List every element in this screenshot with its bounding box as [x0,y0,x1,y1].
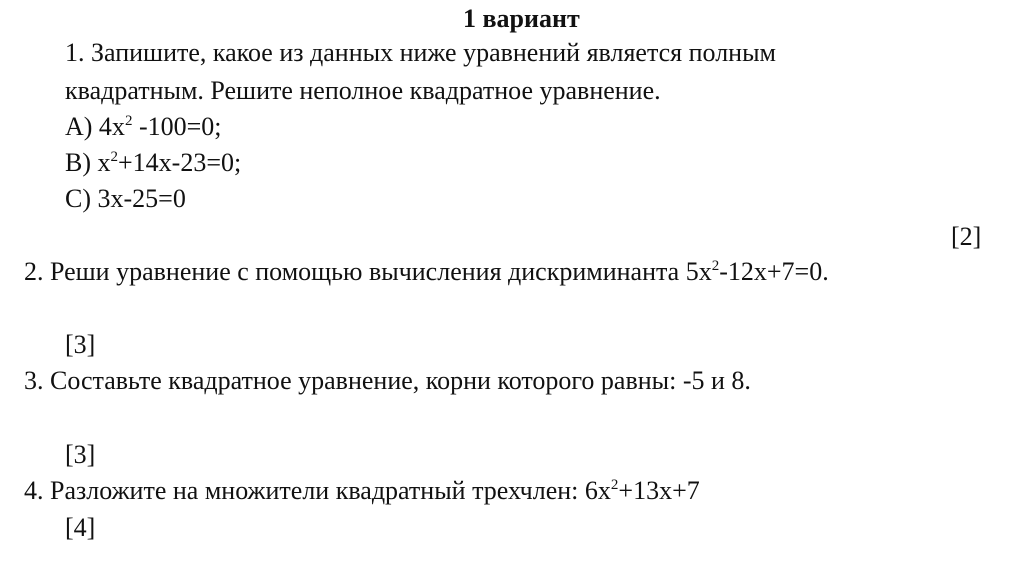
task-3-score: [3] [65,440,96,469]
task-1-option-a [65,112,221,142]
task-3-text: 3. Составьте квадратное уравнение, корни которого равны: -5 и 8. [24,366,751,395]
task-1-score: [2] [951,222,982,251]
option-b-suffix: +14x-23=0; [118,148,242,177]
task-2-text [24,257,829,287]
task-1-option-b [65,148,241,178]
task-2-suffix: -12x+7=0. [719,257,829,286]
task-2-prefix: 2. Реши уравнение с помощью вычисления дискриминанта 5x [24,257,712,286]
task-4-suffix: +13x+7 [618,476,700,505]
task-4-text [24,476,700,506]
task-4-exponent: 2 [610,477,619,493]
task-4-prefix: 4. Разложите на множители квадратный трехчлен: 6x [24,476,611,505]
option-a-prefix: А) 4x [65,112,125,141]
option-b-prefix: В) x [65,148,111,177]
task-1-option-c: С) 3x-25=0 [65,184,186,213]
task-2-exponent: 2 [711,258,720,274]
task-1-line-1: 1. Запишите, какое из данных ниже уравнений является полным [65,38,777,67]
option-a-exponent: 2 [124,113,133,129]
variant-title: 1 вариант [463,4,580,33]
task-4-score: [4] [65,513,96,542]
option-a-suffix: -100=0; [132,112,222,141]
task-2-score: [3] [65,330,96,359]
option-b-exponent: 2 [110,149,118,165]
task-1-line-2: квадратным. Решите неполное квадратное уравнение. [65,76,661,105]
